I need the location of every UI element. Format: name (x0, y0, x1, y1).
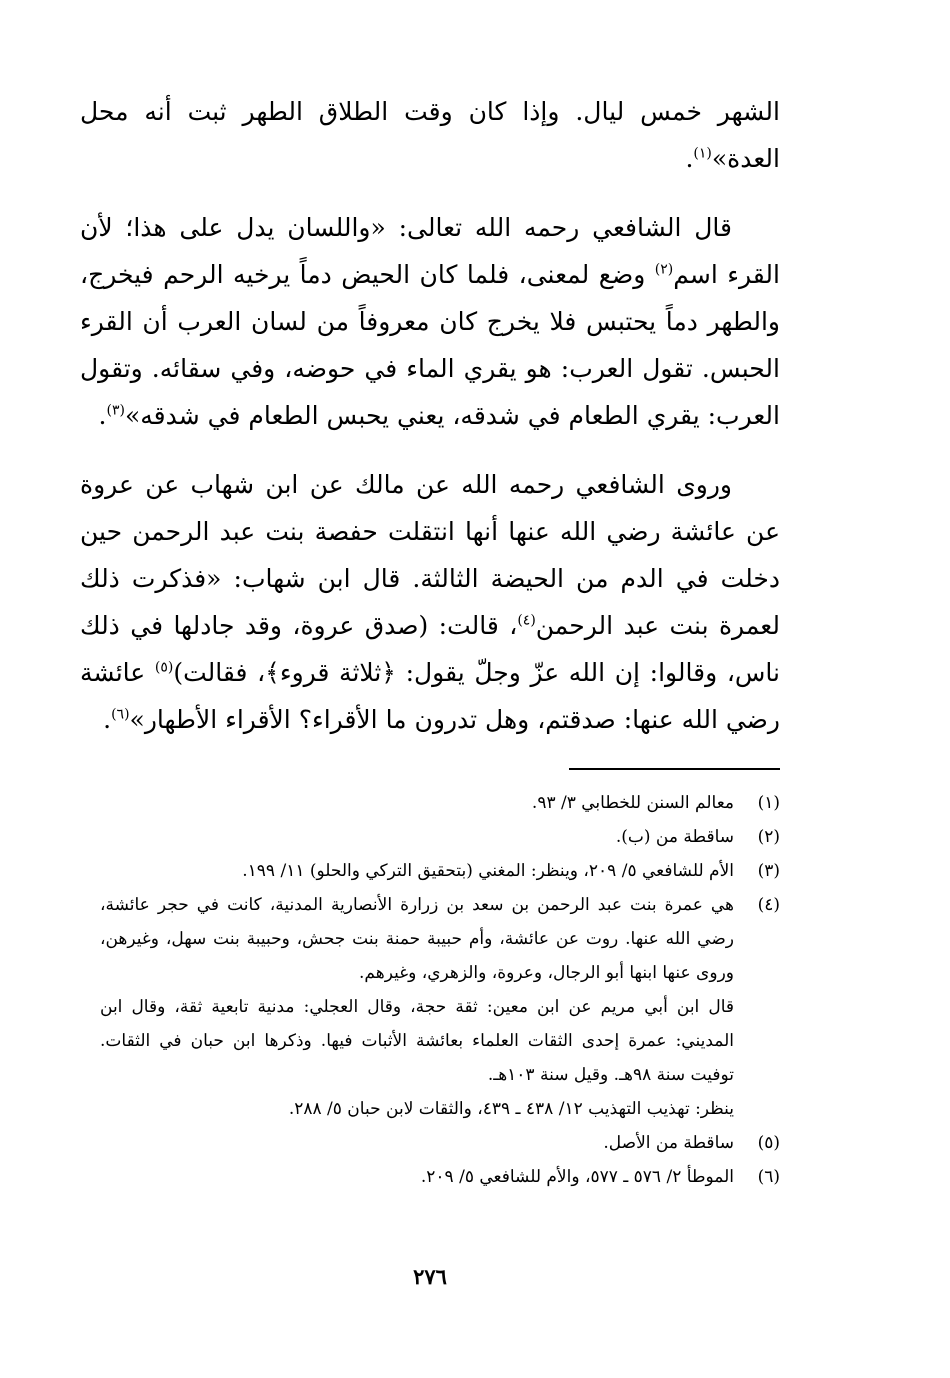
paragraph-3-text: وروى الشافعي رحمه الله عن مالك عن ابن شهاب عن عروة عن عائشة رضي الله عنها أنها انتقلت حفصة بنت عبد الرحمن حين دخلت في الدم من الحيضة الثالثة. قال ابن شهاب: «فذكرت ذلك لعمرة بنت عبد الرحمن (80, 470, 780, 640)
footnote-ref-1: (١) (693, 145, 712, 162)
footnote-number: (٢) (757, 827, 780, 847)
footnote-text: هي عمرة بنت عبد الرحمن بن سعد بن زرارة الأنصارية المدنية، كانت في حجر عائشة، رضي الله عنها. روت عن عائشة، وأم حبيبة حمنة بنت جحش، وحبيبة بنت سهل، وغيرهن، وروى عنها ابنها أبو الرجال، وعروة، والزهري، وغيرهم. (100, 895, 734, 983)
footnote-text: الأم للشافعي ٥/ ٢٠٩، وينظر: المغني (بتحقيق التركي والحلو) ١١/ ١٩٩. (242, 861, 734, 881)
footnote-1 (100, 786, 780, 820)
main-text (80, 88, 780, 743)
footnote-text: ساقطة من الأصل. (603, 1133, 734, 1153)
footnote-ref-3: (٣) (106, 402, 125, 419)
paragraph-2 (80, 204, 780, 439)
footnote-ref-6: (٦) (111, 706, 130, 723)
paragraph-1-text: الشهر خمس ليال. وإذا كان وقت الطلاق الطهر ثبت أنه محل العدة» (80, 97, 780, 173)
footnote-number: (٤) (757, 895, 780, 915)
footnote-number: (١) (757, 793, 780, 813)
paragraph-3-end: . (103, 705, 112, 734)
paragraph-2-continuation: وضع لمعنى، فلما كان الحيض دماً يرخيه الرحم فيخرج، والطهر دماً يحتبس فلا يخرج كان معروفاً من لسان العرب أن القرء الحبس. تقول العرب: هو يقري الماء في حوضه، وفي سقائه. وتقول العرب: يقري الطعام في شدقه، يعني يحبس الطعام في شدقه» (80, 260, 780, 430)
footnote-ref-4: (٤) (517, 612, 536, 629)
page-number: ٢٧٦ (413, 1264, 447, 1289)
footnote-text: معالم السنن للخطابي ٣/ ٩٣. (531, 793, 734, 813)
footnote-ref-2: (٢) (654, 261, 674, 278)
footnote-3 (100, 854, 780, 888)
paragraph-3-continuation: ، قالت: (صدق عروة، وقد جادلها في ذلك ناس، وقالوا: إن الله عزّ وجلّ يقول: ﴿ثلاثة قروء﴾، فقالت) (80, 611, 780, 687)
footnote-5 (100, 1126, 780, 1160)
footnote-ref-5: (٥) (154, 659, 174, 676)
paragraph-3-continuation-2: عائشة رضي الله عنها: صدقتم، وهل تدرون ما الأقراء؟ الأقراء الأطهار» (80, 658, 780, 734)
footnote-2 (100, 820, 780, 854)
paragraph-3 (80, 461, 780, 743)
footnote-number: (٥) (757, 1133, 780, 1153)
footnotes (100, 786, 780, 1194)
paragraph-1-end: . (685, 144, 694, 173)
footnote-text: ساقطة من (ب). (615, 827, 734, 847)
footnote-text: الموطأ ٢/ ٥٧٦ ـ ٥٧٧، والأم للشافعي ٥/ ٢٠٩. (420, 1167, 734, 1187)
paragraph-2-end: . (98, 401, 107, 430)
footnote-divider (569, 768, 780, 770)
footnote-number: (٦) (757, 1167, 780, 1187)
footnote-text: ينظر: تهذيب التهذيب ١٢/ ٤٣٨ ـ ٤٣٩، والثقات لابن حبان ٥/ ٢٨٨. (288, 1099, 734, 1119)
footnote-4 (100, 888, 780, 1126)
footnote-number: (٣) (757, 861, 780, 881)
footnote-6 (100, 1160, 780, 1194)
footnote-text: قال ابن أبي مريم عن ابن معين: ثقة حجة، وقال العجلي: مدنية تابعية ثقة، وقال ابن المديني: عمرة إحدى الثقات العلماء بعائشة الأثبات فيها. وذكرها ابن حبان في الثقات. توفيت سنة ٩٨هـ. وقيل سنة ١٠٣هـ. (100, 997, 734, 1085)
paragraph-1 (80, 88, 780, 182)
paragraph-2-text: قال الشافعي رحمه الله تعالى: «واللسان يدل على هذا؛ لأن القرء اسم (80, 213, 780, 289)
